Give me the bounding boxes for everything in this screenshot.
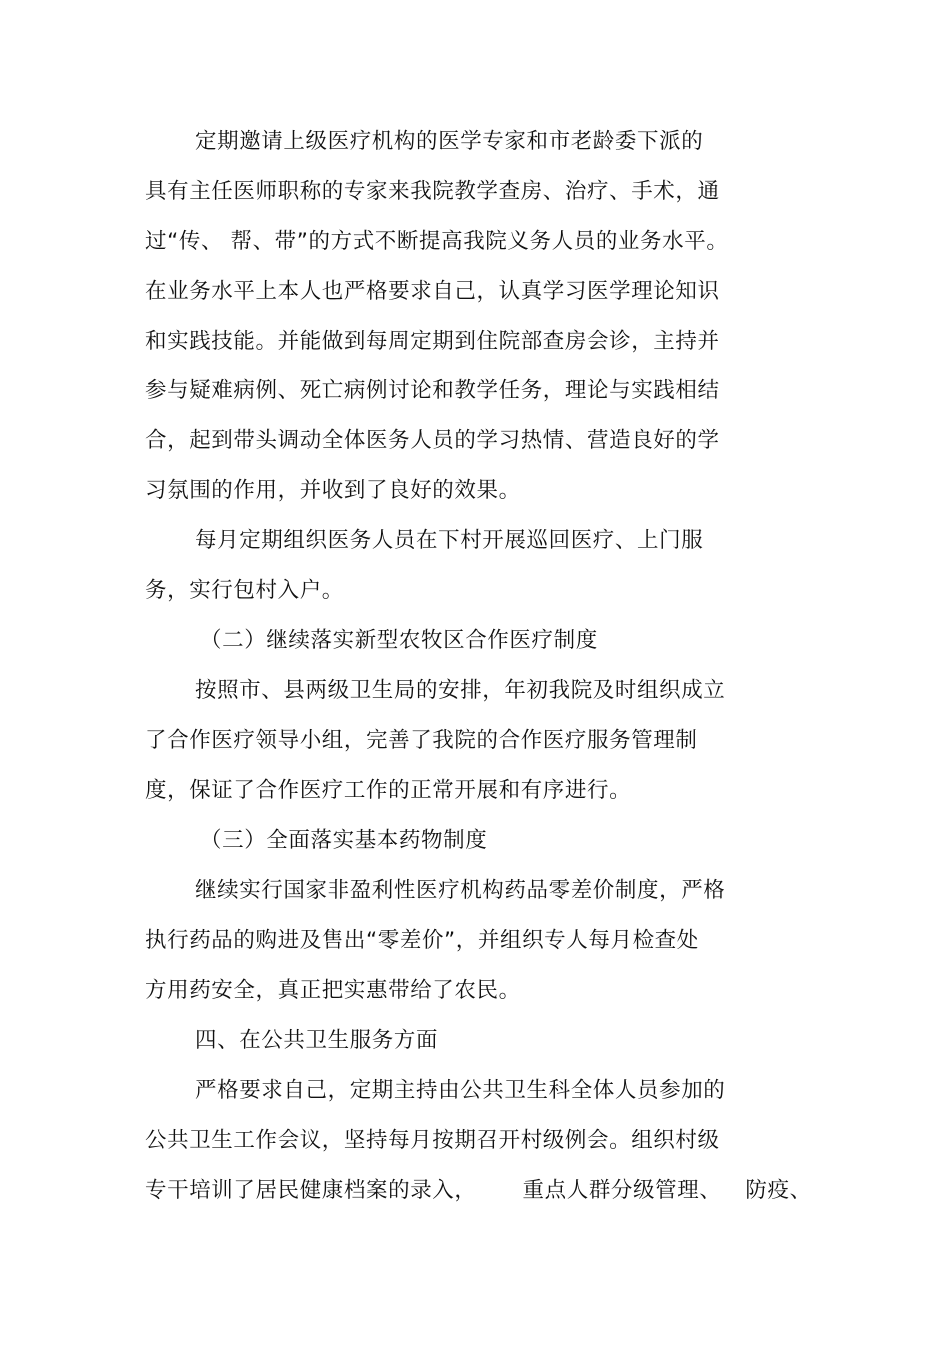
text-line: 过“传、 帮、带”的方式不断提高我院义务人员的业务水平。 [145,229,729,254]
text-segment: 防疫、 [745,1178,812,1203]
section-heading: 四、在公共卫生服务方面 [195,1028,439,1053]
text-line: 和实践技能。并能做到每周定期到住院部查房会诊，主持并 [145,329,720,354]
text-line: 合，起到带头调动全体医务人员的学习热情、营造良好的学 [145,428,720,453]
text-line: 具有主任医师职称的专家来我院教学查房、治疗、手术，通 [145,179,720,204]
text-line: 方用药安全，真正把实惠带给了农民。 [145,978,521,1003]
text-segment: 重点人群分级管理、 [522,1178,722,1203]
text-line: 务，实行包村入户。 [145,578,344,603]
section-heading: （三）全面落实基本药物制度 [200,828,488,853]
text-line: 习氛围的作用，并收到了良好的效果。 [145,478,521,503]
section-heading: （二）继续落实新型农牧区合作医疗制度 [200,628,598,653]
text-line: 严格要求自己，定期主持由公共卫生科全体人员参加的 [195,1078,726,1103]
text-segment: 专干培训了居民健康档案的录入， [145,1178,477,1203]
text-line: 执行药品的购进及售出“零差价”，并组织专人每月检查处 [145,928,699,953]
text-line: 参与疑难病例、死亡病例讨论和教学任务，理论与实践相结 [145,378,720,403]
text-line: 定期邀请上级医疗机构的医学专家和市老龄委下派的 [195,129,704,154]
text-line: 每月定期组织医务人员在下村开展巡回医疗、上门服 [195,528,704,553]
text-line [145,1176,812,1206]
text-line: 在业务水平上本人也严格要求自己，认真学习医学理论知识 [145,279,720,304]
text-line: 度，保证了合作医疗工作的正常开展和有序进行。 [145,778,632,803]
text-line: 了合作医疗领导小组，完善了我院的合作医疗服务管理制 [145,728,698,753]
text-line: 公共卫生工作会议，坚持每月按期召开村级例会。组织村级 [145,1128,720,1153]
text-line: 继续实行国家非盈利性医疗机构药品零差价制度，严格 [195,878,726,903]
text-line: 按照市、县两级卫生局的安排，年初我院及时组织成立 [195,678,726,703]
